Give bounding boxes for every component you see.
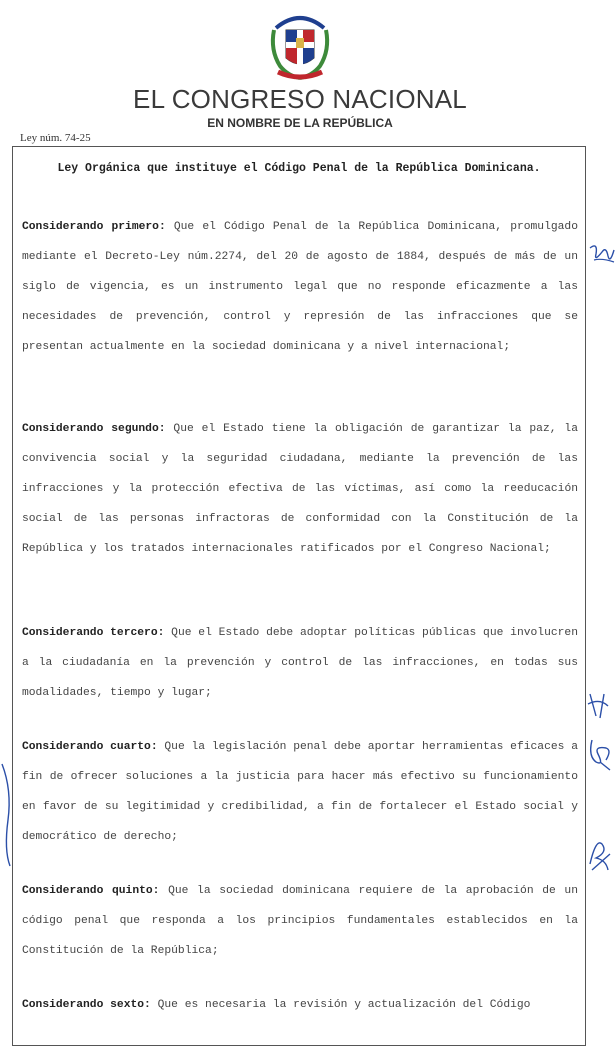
paragraph-text: Que es necesaria la revisión y actualización del Código [150, 999, 531, 1011]
paragraph-text: Que la sociedad dominicana requiere de la aprobación de un código penal que responda a los principios fundamentales establecidos en la Constitución de la República; [22, 885, 578, 957]
margin-signature-stroke [0, 760, 14, 870]
law-number: Ley núm. 74-25 [20, 132, 91, 144]
considerando-primero [22, 212, 578, 362]
congress-title: EL CONGRESO NACIONAL [133, 84, 467, 114]
margin-initials-signature [588, 240, 616, 270]
paragraph-lead: Considerando sexto: [22, 999, 151, 1011]
paragraph-lead: Considerando primero: [22, 221, 166, 233]
margin-initials-signature [586, 834, 614, 874]
law-title: Ley Orgánica que instituye el Código Penal de la República Dominicana. [57, 162, 541, 175]
paragraph-lead: Considerando segundo: [22, 423, 166, 435]
paragraph-text: Que el Estado debe adoptar políticas públicas que involucren a la ciudadanía en la prevención y control de las infracciones, en todas sus modalidades, tiempo y lugar; [22, 627, 578, 699]
congress-subtitle: EN NOMBRE DE LA REPÚBLICA [207, 116, 393, 130]
considerando-quinto [22, 876, 578, 966]
coat-of-arms-seal [266, 10, 334, 82]
paragraph-lead: Considerando cuarto: [22, 741, 158, 753]
paragraph-lead: Considerando quinto: [22, 885, 160, 897]
margin-initials-signature [586, 736, 614, 772]
considerando-cuarto [22, 732, 578, 852]
considerando-segundo [22, 414, 578, 564]
paragraph-lead: Considerando tercero: [22, 627, 165, 639]
paragraph-text: Que el Estado tiene la obligación de garantizar la paz, la convivencia social y la seguridad ciudadana, mediante la prevención de las infracciones y la protección efectiva de las víctimas, así como la reeducación social de las personas infractoras de conformidad con la Constitución de la República y los tratados internacionales ratificados por el Congreso Nacional; [22, 423, 578, 555]
considerando-tercero [22, 618, 578, 708]
paragraph-text: Que el Código Penal de la República Dominicana, promulgado mediante el Decreto-Ley núm.2274, del 20 de agosto de 1884, después de más de un siglo de vigencia, es un instrumento legal que no responde eficazmente a las necesidades de prevención, control y represión de las infracciones que se presentan actualmente en la sociedad dominicana y a nivel internacional; [22, 221, 578, 353]
considerando-sexto [22, 990, 578, 1020]
margin-initials-signature [586, 690, 614, 720]
paragraph-text: Que la legislación penal debe aportar herramientas eficaces a fin de ofrecer soluciones a la justicia para hacer más efectivo su funcionamiento en favor de su legitimidad y credibilidad, a fin de fortalecer el Estado social y democrático de derecho; [22, 741, 578, 843]
